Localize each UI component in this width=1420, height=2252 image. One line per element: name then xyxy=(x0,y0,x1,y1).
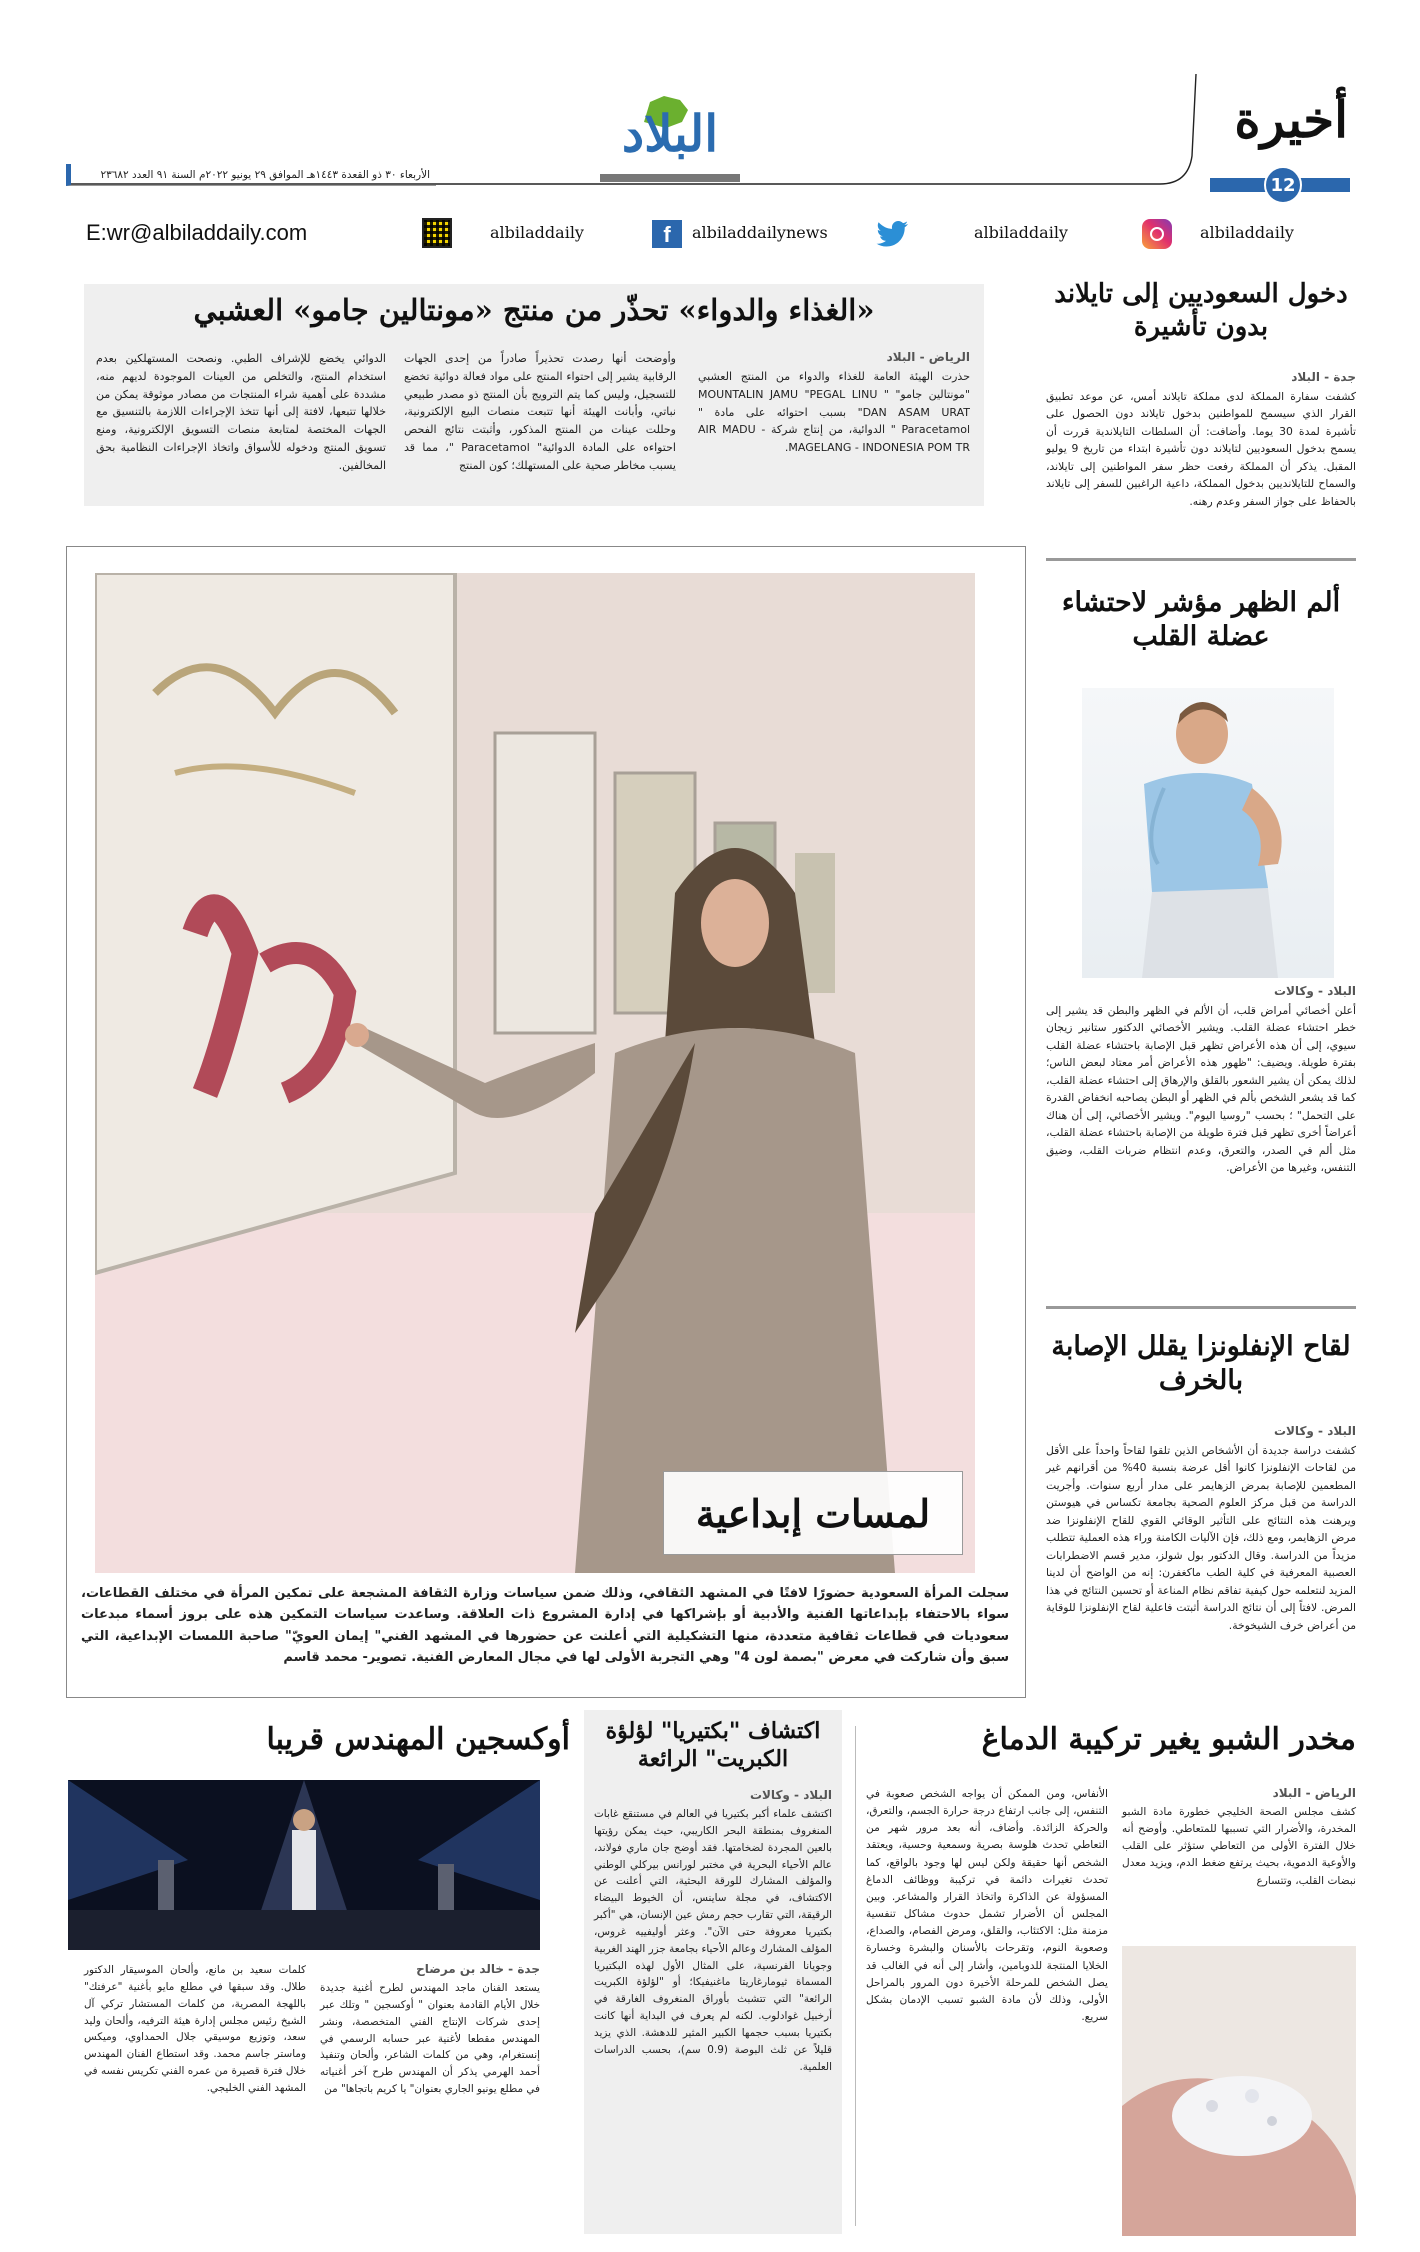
concert-photo xyxy=(68,1780,540,1950)
masthead xyxy=(0,0,1420,260)
flu-article-body: كشفت دراسة جديدة أن الأشخاص الذين تلقوا لقاحاً واحداً على الأقل من لقاحات الإنفلونزا كانوا أقل عرضة بنسبة 40% من أقرانهم غير المطعمين للإصابة بمرض الزهايمر على مدار أربع سنوات. وأجريت الدراسة من قبل مركز العلوم الصحية بجامعة تكساس في هيوستن ويرهنت هذه النتائج على التأثير الوقائي القوي للقاح الإنفلونزا ضد مرض الزهايمر، ومع ذلك، فإن الآليات الكامنة وراء هذه العملية تتطلب مزيداً من الدراسة. وقال الدكتور بول شولز، مدير قسم الاضطرابات العصبية المعرفية في كلية الطب ماكغفرن: إنه من الواضح أن لدينا المزيد لنتعلمه حول كيفية تفاقم نظام المناعة أو تحسين النتائج في هذا المرض. لافتاً إلى أن نتائج الدراسة أثبتت فاعلية لقاح الإنفلونزا للوقاية من أعراض خرف الشيخوخة. xyxy=(1046,1444,1356,1632)
page-number: 12 xyxy=(1270,174,1296,196)
qr-code-icon[interactable] xyxy=(422,218,452,248)
divider xyxy=(1046,1306,1356,1309)
shabu-article-col2: الأنفاس، ومن الممكن أن يواجه الشخص صعوبة في التنفس، إلى جانب ارتفاع درجة حرارة الجسم، والتعرق، والحركة الزائدة. وأضاف، أنه بعد مرور شهر من التعاطي تحدث هلوسة بصرية وسمعية وحسية، ويعتقد الشخص أنها حقيقة ولكن ليس لها وجود بالواقع، كما تحدث تغيرات دائمة في تركيبة ووظائف الدماغ المسؤولة عن الذاكرة واتخاذ القرار والمشاعر. وبين المجلس أن الأضرار تشمل حدوث مشاكل تنفسية مزمنة مثل: الاكتئاب، والقلق، ومرض الفصام، والصداع، وصعوبة النوم، وتقرحات بالأسنان والبشرة وخسارة الخلايا المنتجة للدوبامين، وأشار إلى أنه في الغالب قد يصل الشخص للمرحلة الأخيرة دون المرور بالمراحل الأولى، وذلك لأن مادة الشبو تسبب الإدمان بشكل سريع. xyxy=(866,1788,1108,2024)
food-article-byline: الرياض - البلاد xyxy=(886,350,970,364)
back-pain-photo xyxy=(1082,688,1334,978)
oxygen-article-col1: يستعد الفنان ماجد المهندس لطرح أغنية جديدة خلال الأيام القادمة بعنوان " أوكسجين " وتلك عبر إحدى شركات الإنتاج الفني المتخصصة، ونشر المهندس مقطعا لأغنية عبر حسابه الرسمي في إنستغرام، وهي من كلمات الشاعر، وألحان وتنفيذ أحمد الهرمي يذكر أن المهندس طرح آخر أغنياته في مطلع يونيو الجاري بعنوان" يا كريم باتجاها" من xyxy=(320,1982,540,2096)
thailand-article xyxy=(1046,264,1356,554)
section-title: أخيرة xyxy=(1234,90,1348,149)
feature-caption-title: لمسات إبداعية xyxy=(695,1490,931,1536)
bacteria-article xyxy=(584,1710,842,2234)
divider xyxy=(855,1726,856,2226)
shabu-article xyxy=(866,1718,1356,2238)
shabu-photo xyxy=(1122,1946,1356,2236)
divider xyxy=(1046,558,1356,561)
food-article-col3: الدوائي يخضع للإشراف الطبي. ونصحت المستهلكين بعدم استخدام المنتج، والتخلص من العينات الموجودة لديهم منه، مشددة على أهمية شراء المنتجات من مصادر موثوقة يمكن من خلالها تتبعها، لافتة إلى أنها تتخذ الإجراءات اللازمة بالتنسيق مع الجهات المختصة لمتابعة منصات التسويق الإلكترونية، ومنع تسويق المنتج ودخوله للأسواق واتخاذ الإجراءات النظامية بحق المخالفين. xyxy=(96,352,386,472)
thailand-article-title: دخول السعوديين إلى تايلاند بدون تأشيرة xyxy=(1054,279,1348,342)
oxygen-article-byline: جدة - خالد بن مرضاح xyxy=(416,1962,540,1976)
twitter-icon[interactable] xyxy=(876,220,910,248)
feature-caption-title-box xyxy=(663,1471,963,1555)
email-address[interactable]: E:wr@albiladdaily.com xyxy=(86,220,308,245)
logo[interactable] xyxy=(600,92,740,184)
social-handle-qr[interactable]: albiladdaily xyxy=(490,223,584,242)
oxygen-article-col2: كلمات سعيد بن مانع، وألحان الموسيقار الدكتور طلال. وقد سبقها في مطلع مايو بأغنية "عرفتك" باللهجة المصرية، من كلمات المستشار تركي آل الشيخ رئيس مجلس إدارة هيئة الترفيه، وألحان وليد سعد، وتوزيع موسيقي جلال الحمداوي، وميكس وماستر جاسم محمد. وقد استطاع الفنان المهندس خلال فترة قصيرة من عمره الفني تكريس نفسه في المشهد الفني الخليجي. xyxy=(84,1964,306,2094)
date-line: الأربعاء ٣٠ ذو القعدة ١٤٤٣هـ الموافق ٢٩ يونيو ٢٠٢٢م السنة ٩١ العدد ٢٣٦٨٢ xyxy=(100,168,430,181)
main-feature xyxy=(66,546,1026,1698)
oxygen-article xyxy=(66,1718,570,2238)
social-bar xyxy=(86,218,1356,250)
flu-article xyxy=(1046,1314,1356,1704)
bacteria-article-title: اكتشاف "بكتيريا" لؤلؤة الكبريت" الرائعة xyxy=(605,1718,821,1772)
back-pain-article-body: أعلن أخصائي أمراض قلب، أن الألم في الظهر والبطن قد يشير إلى خطر احتشاء عضلة القلب. ويشير الأخصائي الدكتور ستانير زيجان سيوي، إلى أن هذه الأعراض تظهر قبل الإصابة باحتشاء عضلة القلب بفترة طويلة. ويضيف: "ظهور هذه الأعراض أمر معتاد لبعض الناس؛ لذلك يمكن أن يشير الشعور بالقلق والإرهاق إلى احتشاء عضلة القلب، كما قد يشعر الشخص بألم في الظهر أو البطن يصاحبه انخفاض القدرة على التحمل" ؛ بحسب "روسيا اليوم". ويشير الأخصائي، إلى أن هناك أعراضاً أخرى تظهر قبل فترة طويلة من الإصابة باحتشاء عضلة القلب، مثل ألم في الصدر، والتعرق، وعدم انتظام ضربات القلب، وضيق التنفس، وغيرها من الأعراض. xyxy=(1046,1004,1356,1175)
social-handle-instagram[interactable]: albiladdaily xyxy=(1200,223,1294,242)
food-article-title: «الغذاء والدواء» تحذّر من منتج «مونتالين جامو» العشبي xyxy=(193,293,875,327)
artist-exhibition-illustration xyxy=(95,573,975,1573)
shabu-article-byline: الرياض - البلاد xyxy=(1272,1786,1356,1800)
logo-text: البلاد xyxy=(621,104,719,163)
logo-underline xyxy=(600,174,740,182)
social-handle-facebook[interactable]: albiladdailynews xyxy=(692,223,828,242)
food-article xyxy=(84,284,984,506)
back-pain-article xyxy=(1046,570,1356,1300)
date-bar xyxy=(66,164,436,186)
feature-photo xyxy=(95,573,975,1573)
facebook-icon[interactable]: f xyxy=(652,220,682,248)
shabu-article-col1: كشف مجلس الصحة الخليجي خطورة مادة الشبو المخدرة، والأضرار التي تسببها للمتعاطي. وأوضح أنه خلال الفترة الأولى من التعاطي ستؤثر على القلب والأوعية الدموية، بحيث يرتفع ضغط الدم، ويزيد معدل نبضات القلب، وتتسارع xyxy=(1122,1806,1356,1887)
back-pain-article-byline: البلاد - وكالات xyxy=(1273,984,1356,998)
food-article-col2: وأوضحت أنها رصدت تحذيراً صادراً من إحدى الجهات الرقابية يشير إلى احتواء المنتج على مواد فعالة دوائية تخضع للتسجيل، وليس كما يتم الترويج بأن المنتج ذو مصدر طبيعي نباتي، وأبانت الهيئة أنها تتبعت منصات البيع الإلكترونية، وحللت عينات من المنتج المذكور، وأثبتت نتائج الفحص احتواءه على المادة الدوائية" Paracetamol "، مما قد يسبب مخاطر صحية على المستهلك؛ كون المنتج xyxy=(404,352,676,472)
bacteria-article-byline: البلاد - وكالات xyxy=(749,1788,832,1802)
instagram-icon[interactable] xyxy=(1142,219,1172,249)
feature-caption: سجلت المرأة السعودية حضورًا لافتًا في المشهد الثقافي، وذلك ضمن سياسات وزارة الثقافة المشجعة على تمكين المرأة في مختلف القطاعات، سواء بالاحتفاء بإبداعاتها الفنية والأدبية أو بإشراكها في إدارة المشروع ذات العلاقة. وساعدت سياسات التمكين هذه على بروز أسماء مبدعات سعوديات في قطاعات ثقافية متعددة، منها التشكيلية التي أعلنت عن حضورها في المشهد الفني" إيمان العويّ" صاحبة اللمسات الإبداعية، التي سبق وأن شاركت في معرض "بصمة لون 4" وهي التجربة الأولى لها في مجال المعارض الفنية. تصوير- محمد قاسم xyxy=(81,1586,1009,1666)
thailand-article-body: كشفت سفارة المملكة لدى مملكة تايلاند أمس، عن موعد تطبيق القرار الذي سيسمح للمواطنين بدخول تايلاند دون الحصول على تأشيرة لمدة 30 يوما. وأضافت: أن السلطات التايلاندية قررت أن يسمح بدخول السعوديين لتايلاند دون تأشيرة ابتداء من تاريخ 9 يوليو المقبل. يذكر أن المملكة رفعت حظر سفر المواطنين إلى تايلاند، والسماح للتايلانديين بدخول المملكة، داعية الراغبين للسفر إلى تايلاند بالحفاظ على جواز السفر وعدم رهنه. xyxy=(1046,390,1357,508)
bacteria-article-body: اكتشف علماء أكبر بكتيريا في العالم في مستنقع غابات المنغروف بمنطقة البحر الكاريبي، حيث يمكن رؤيتها بالعين المجردة لضخامتها. فقد أوضح جان ماري فولاند، عالم الأحياء البحرية في مختبر لورانس بيركلي الوطني والمؤلف المشارك للورقة البحثية، التي أعلنت عن الاكتشاف، في مجلة ساينس، أن الخيوط البيضاء الرقيقة، التي تقارب حجم رمش عين الإنسان، هي "أكبر بكتيريا معروفة حتى الآن". وعثر أوليفييه غروس، المؤلف المشارك وعالم الأحياء بجامعة جزر الهند الغربية وجويانا الفرنسية، على المثال الأول لهذه البكتيريا المسماة ثيومارغاريتا ماغنيفيكا؛ أو "لؤلؤة الكبريت الرائعة" التي تتشبث بأوراق المنغروف الغارقة في أرخبيل غوادلوب. لكنه لم يعرف في البداية أنها كانت بكتيريا بسبب حجمها الكبير المثير للدهشة. الذي يزيد قليلاً عن ثلث البوصة (0.9 سم)، بحسب الدراسات العلمية. xyxy=(594,1808,833,2073)
hand-crystals-illustration xyxy=(1122,1946,1356,2236)
concert-stage-illustration xyxy=(68,1780,540,1950)
oxygen-article-title: أوكسجين المهندس قريبا xyxy=(266,1722,570,1757)
thailand-article-byline: جدة - البلاد xyxy=(1291,370,1356,384)
food-article-col1: حذرت الهيئة العامة للغذاء والدواء من المنتج العشبي "مونتالين جامو" " MOUNTALIN JAMU "PEGAL LINU DAN ASAM URAT" بسبب احتوائه على مادة " Paracetamol " الدوائية، من إنتاج شركة - AIR MADU MAGELANG - INDONESIA POM TR. xyxy=(698,370,971,455)
back-pain-article-title: ألم الظهر مؤشر لاحتشاء عضلة القلب xyxy=(1061,587,1341,652)
flu-article-title: لقاح الإنفلونزا يقلل الإصابة بالخرف xyxy=(1051,1331,1351,1396)
man-back-pain-illustration xyxy=(1082,688,1334,978)
page-number-badge xyxy=(1264,166,1302,204)
shabu-article-title: مخدر الشبو يغير تركيبة الدماغ xyxy=(981,1722,1356,1757)
flu-article-byline: البلاد - وكالات xyxy=(1273,1424,1356,1438)
social-handle-twitter[interactable]: albiladdaily xyxy=(974,223,1068,242)
